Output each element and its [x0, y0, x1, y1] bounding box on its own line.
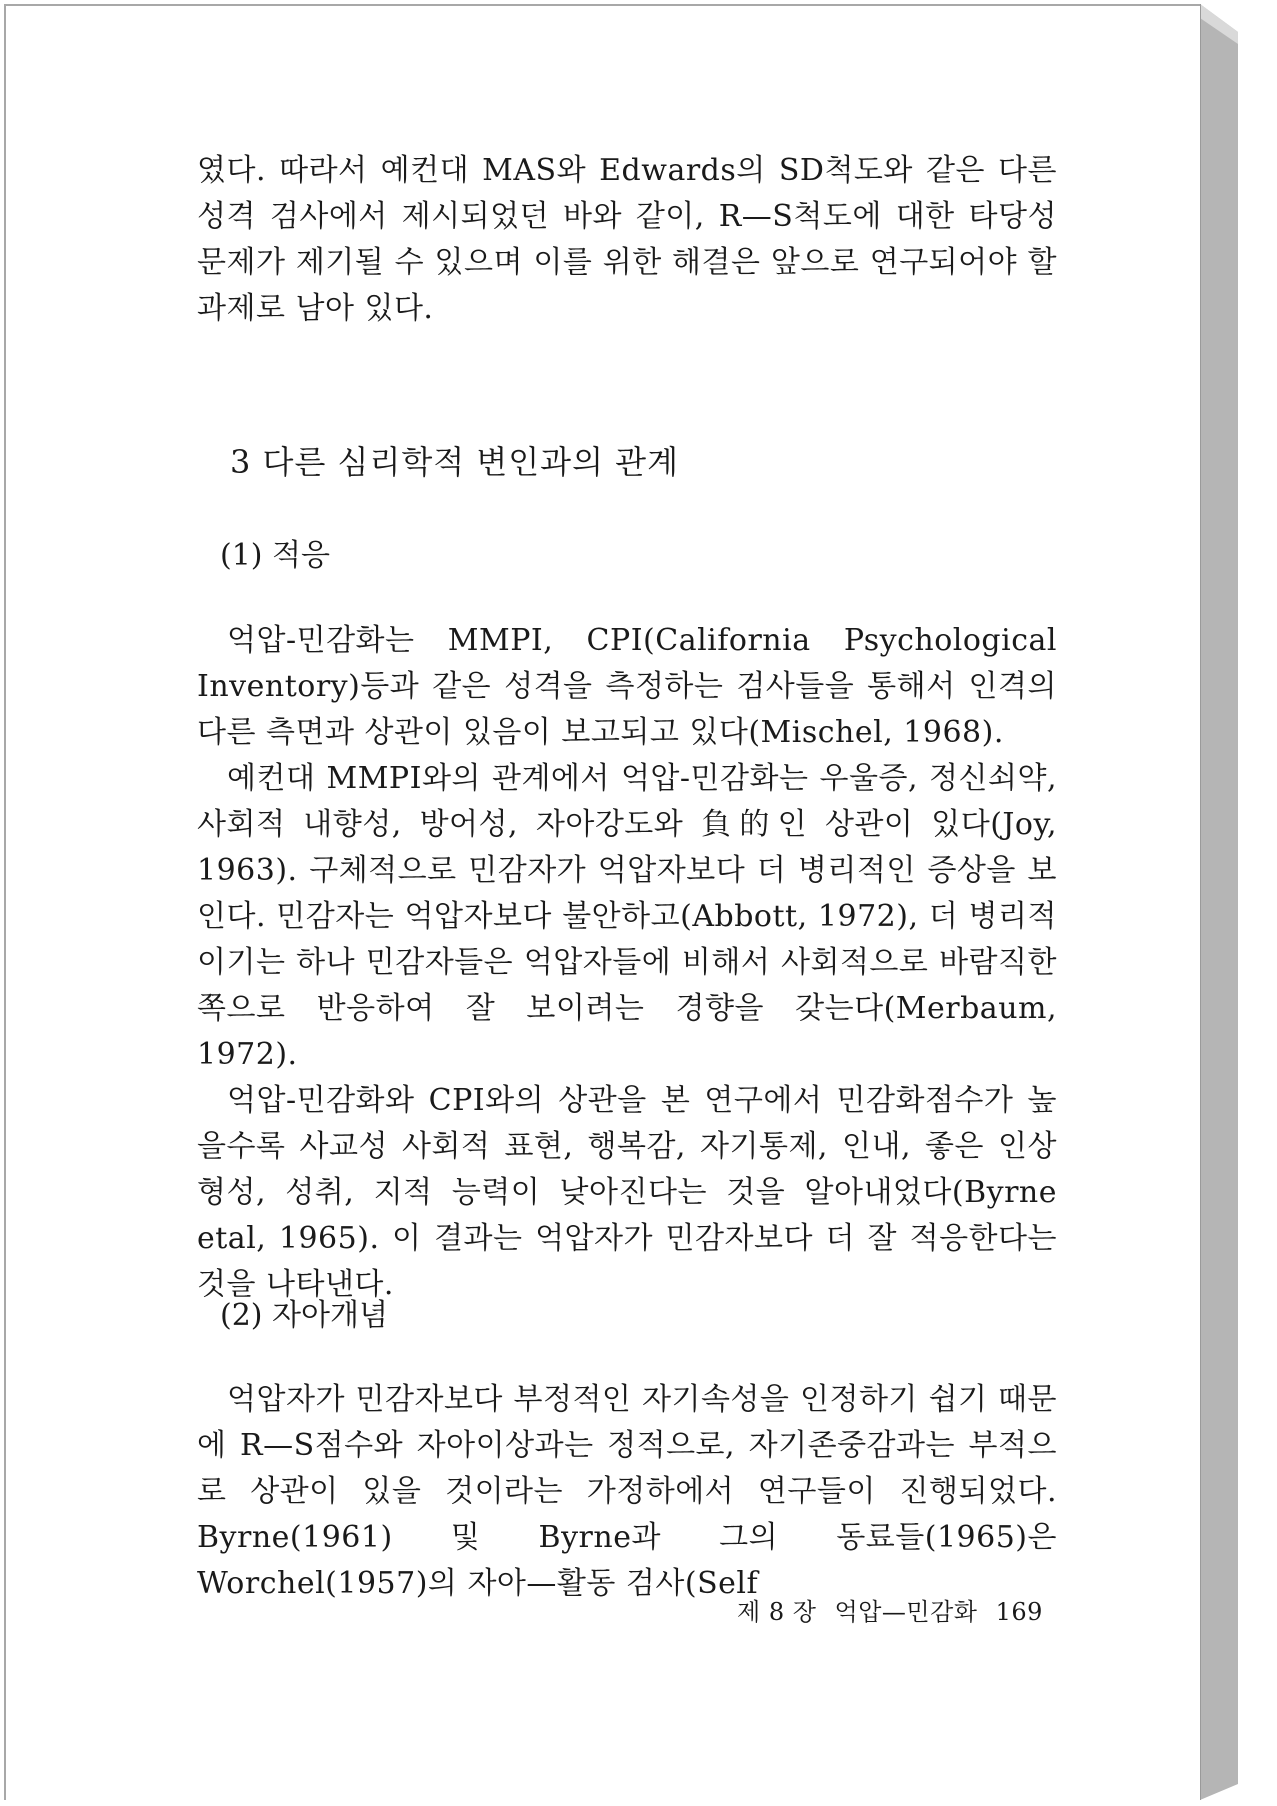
- subsection-heading-self-concept: (2) 자아개념: [220, 1298, 388, 1333]
- paragraph-adjustment-3: 억압-민감화와 CPI와의 상관을 본 연구에서 민감화점수가 높을수록 사교성 사회적 표현, 행복감, 자기통제, 인내, 좋은 인상 형성, 성취, 지적 능력이 낮아진다는 것을 알아내었다(Byrne etal, 1965). 이 결과는 억압자가 민감자보다 더 잘 적응한다는 것을 나타낸다.: [197, 1083, 1057, 1302]
- page-edge-graphic: [1200, 4, 1277, 1806]
- footer-chapter-title: 억압—민감화: [834, 1598, 978, 1626]
- subsection2-body: [197, 1377, 1057, 1607]
- footer-page-number: 169: [995, 1598, 1043, 1626]
- paragraph-adjustment-1: 억압-민감화는 MMPI, CPI(California Psychological Inventory)등과 같은 성격을 측정하는 검사들을 통해서 인격의 다른 측면과 상관이 있음이 보고되고 있다(Mischel, 1968).: [197, 623, 1057, 750]
- subsection-heading-adjustment: (1) 적응: [220, 538, 330, 573]
- section-heading: 3 다른 심리학적 변인과의 관계: [230, 443, 679, 481]
- page-footer: [737, 1592, 1053, 1627]
- paragraph-self-concept-1: 억압자가 민감자보다 부정적인 자기속성을 인정하기 쉽기 때문에 R—S점수와 자아이상과는 정적으로, 자기존중감과는 부적으로 상관이 있을 것이라는 가정하에서 연구들이 진행되었다. Byrne(1961) 및 Byrne과 그의 동료들(1965)은 Worchel(1957)의 자아—활동 검사(Self: [197, 1382, 1057, 1601]
- subsection1-body: [197, 618, 1057, 1308]
- top-paragraph-block: [197, 148, 1057, 332]
- paragraph-adjustment-2: 예컨대 MMPI와의 관계에서 억압-민감화는 우울증, 정신쇠약, 사회적 내향성, 방어성, 자아강도와 負的인 상관이 있다(Joy, 1963). 구체적으로 민감자가 억압자보다 더 병리적인 증상을 보인다. 민감자는 억압자보다 불안하고(Abbott, 1972), 더 병리적이기는 하나 민감자들은 억압자들에 비해서 사회적으로 바람직한 쪽으로 반응하여 잘 보이려는 경향을 갖는다(Merbaum, 1972).: [197, 761, 1057, 1072]
- footer-chapter: 제 8 장: [737, 1598, 817, 1626]
- paragraph-top-1: 였다. 따라서 예컨대 MAS와 Edwards의 SD척도와 같은 다른 성격 검사에서 제시되었던 바와 같이, R—S척도에 대한 타당성 문제가 제기될 수 있으며 이를 위한 해결은 앞으로 연구되어야 할 과제로 남아 있다.: [197, 153, 1057, 326]
